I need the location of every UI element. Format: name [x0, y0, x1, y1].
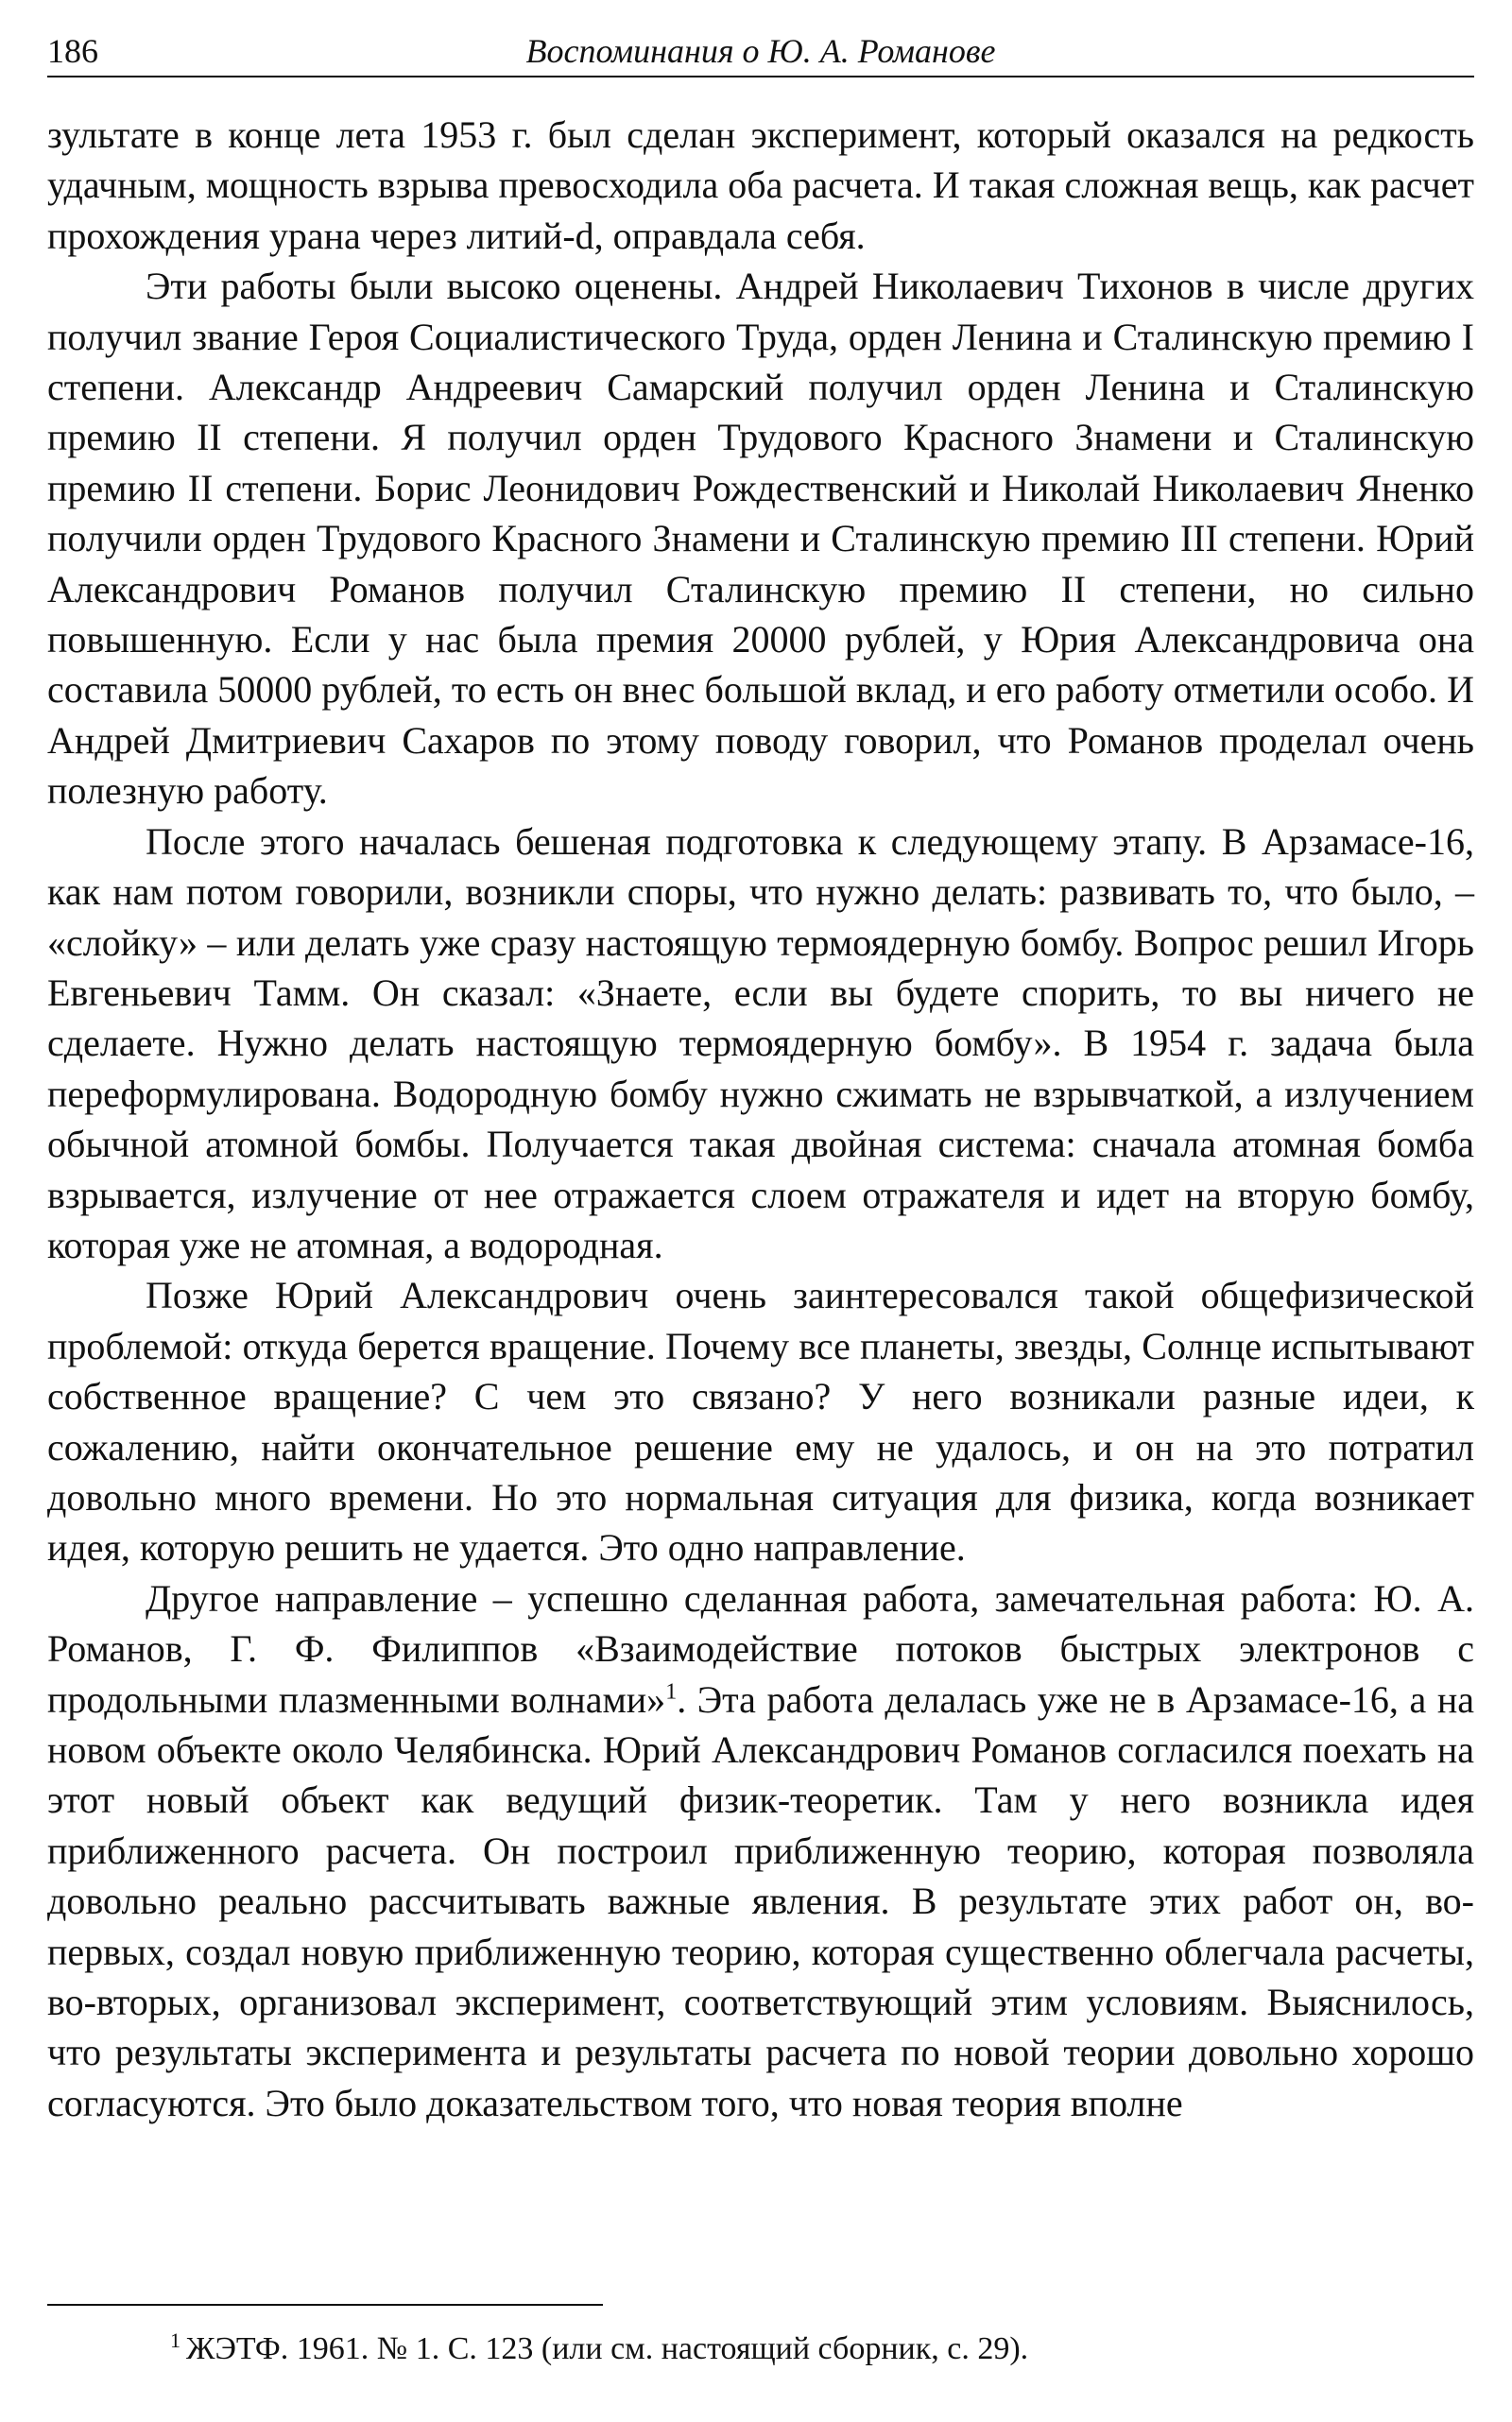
page-number: 186 [47, 32, 98, 70]
footnote-divider [47, 2304, 603, 2306]
paragraph-text: После этого началась бешеная подготовка к следующему этапу. В Арзамасе-16, как нам потом говорили, возникли споры, что нужно делать: развивать то, что было, – «слойку» – или делать уже сразу настоящую термоядерную бомбу. Вопрос решил Игорь Евгеньевич Тамм. Он сказал: «Знаете, если вы будете спорить, то вы ничего не сделаете. Нужно делать настоящую термоядерную бомбу». В 1954 г. задача была переформулирована. Водородную бомбу нужно сжимать не взрывчаткой, а излучением обычной атомной бомбы. Получается такая двойная система: сначала атомная бомба взрывается, излучение от нее отражается слоем отражателя и идет на вторую бомбу, которая уже не атомная, а водородная. [47, 819, 1474, 1266]
page-header [47, 26, 1474, 77]
footnote-text: ЖЭТФ. 1961. № 1. С. 123 (или см. настоящий сборник, с. 29). [186, 2331, 1029, 2366]
footnote-reference[interactable]: 1 [665, 1679, 678, 1705]
paragraph-text: зультате в конце лета 1953 г. был сделан эксперимент, который оказался на редкость удачным, мощность взрыва превосходила оба расчета. И такая сложная вещь, как расчет прохождения урана через литий-d, оправдала себя. [47, 113, 1474, 257]
paragraph-rotation [47, 1270, 1474, 1572]
footnote-mark: 1 [170, 2328, 180, 2352]
paragraph-text: Эти работы были высоко оценены. Андрей Николаевич Тихонов в числе других получил звание Героя Социалистического Труда, орден Ленина и Сталинскую премию I степени. Александр Андреевич Самарский получил орден Ленина и Сталинскую премию II степени. Я получил орден Трудового Красного Знамени и Сталинскую премию II степени. Борис Леонидович Рождественский и Николай Николаевич Яненко получили орден Трудового Красного Знамени и Сталинскую премию III степени. Юрий Александрович Романов получил Сталинскую премию II степени, но сильно повышенную. Если у нас была премия 20000 рублей, у Юрия Александровича она составила 50000 рублей, то есть он внес большой вклад, и его работу отметили особо. И Андрей Дмитриевич Сахаров по этому поводу говорил, что Романов проделал очень полезную работу. [47, 265, 1474, 813]
paragraph-text: Позже Юрий Александрович очень заинтересовался такой общефизической проблемой: откуда берется вращение. Почему все планеты, звезды, Солнце испытывают собственное вращение? С чем это связано? У него возникали разные идеи, к сожалению, найти окончательное решение ему не удалось, и он на это потратил довольно много времени. Но это нормальная ситуация для физика, когда возникает идея, которую решить не удается. Это одно направление. [47, 1274, 1474, 1570]
book-page [47, 26, 1474, 2366]
main-text [47, 110, 1474, 2128]
paragraph-awards [47, 261, 1474, 816]
footnote [170, 2328, 1028, 2370]
paragraph-text-after-ref: . Эта работа делалась уже не в Арзамасе-16, а на новом объекте около Челябинска. Юрий Александрович Романов согласился поехать на этот новый объект как ведущий физик-теоретик. Там у него возникла идея приближенного расчета. Он построил приближенную теорию, которая позволяла довольно реально рассчитывать важные явления. В результате этих работ он, во-первых, создал новую приближенную теорию, которая существенно облегчала расчеты, во-вторых, организовал эксперимент, соответствующий этим условиям. Выяснилось, что результаты эксперимента и результаты расчета по новой теории довольно хорошо согласуются. Это было доказательством того, что новая теория вполне [47, 1677, 1474, 2124]
paragraph-text-before-ref: Другое направление – успешно сделанная работа, замечательная работа: Ю. А. Романов, Г. Ф. Филиппов «Взаимодействие потоков быстрых электронов с продольными плазменными волнами» [47, 1576, 1474, 1721]
paragraph-other-direction [47, 1573, 1474, 2128]
paragraph-continuation [47, 110, 1474, 261]
running-title: Воспоминания о Ю. А. Романове [525, 32, 996, 70]
paragraph-preparation [47, 816, 1474, 1271]
